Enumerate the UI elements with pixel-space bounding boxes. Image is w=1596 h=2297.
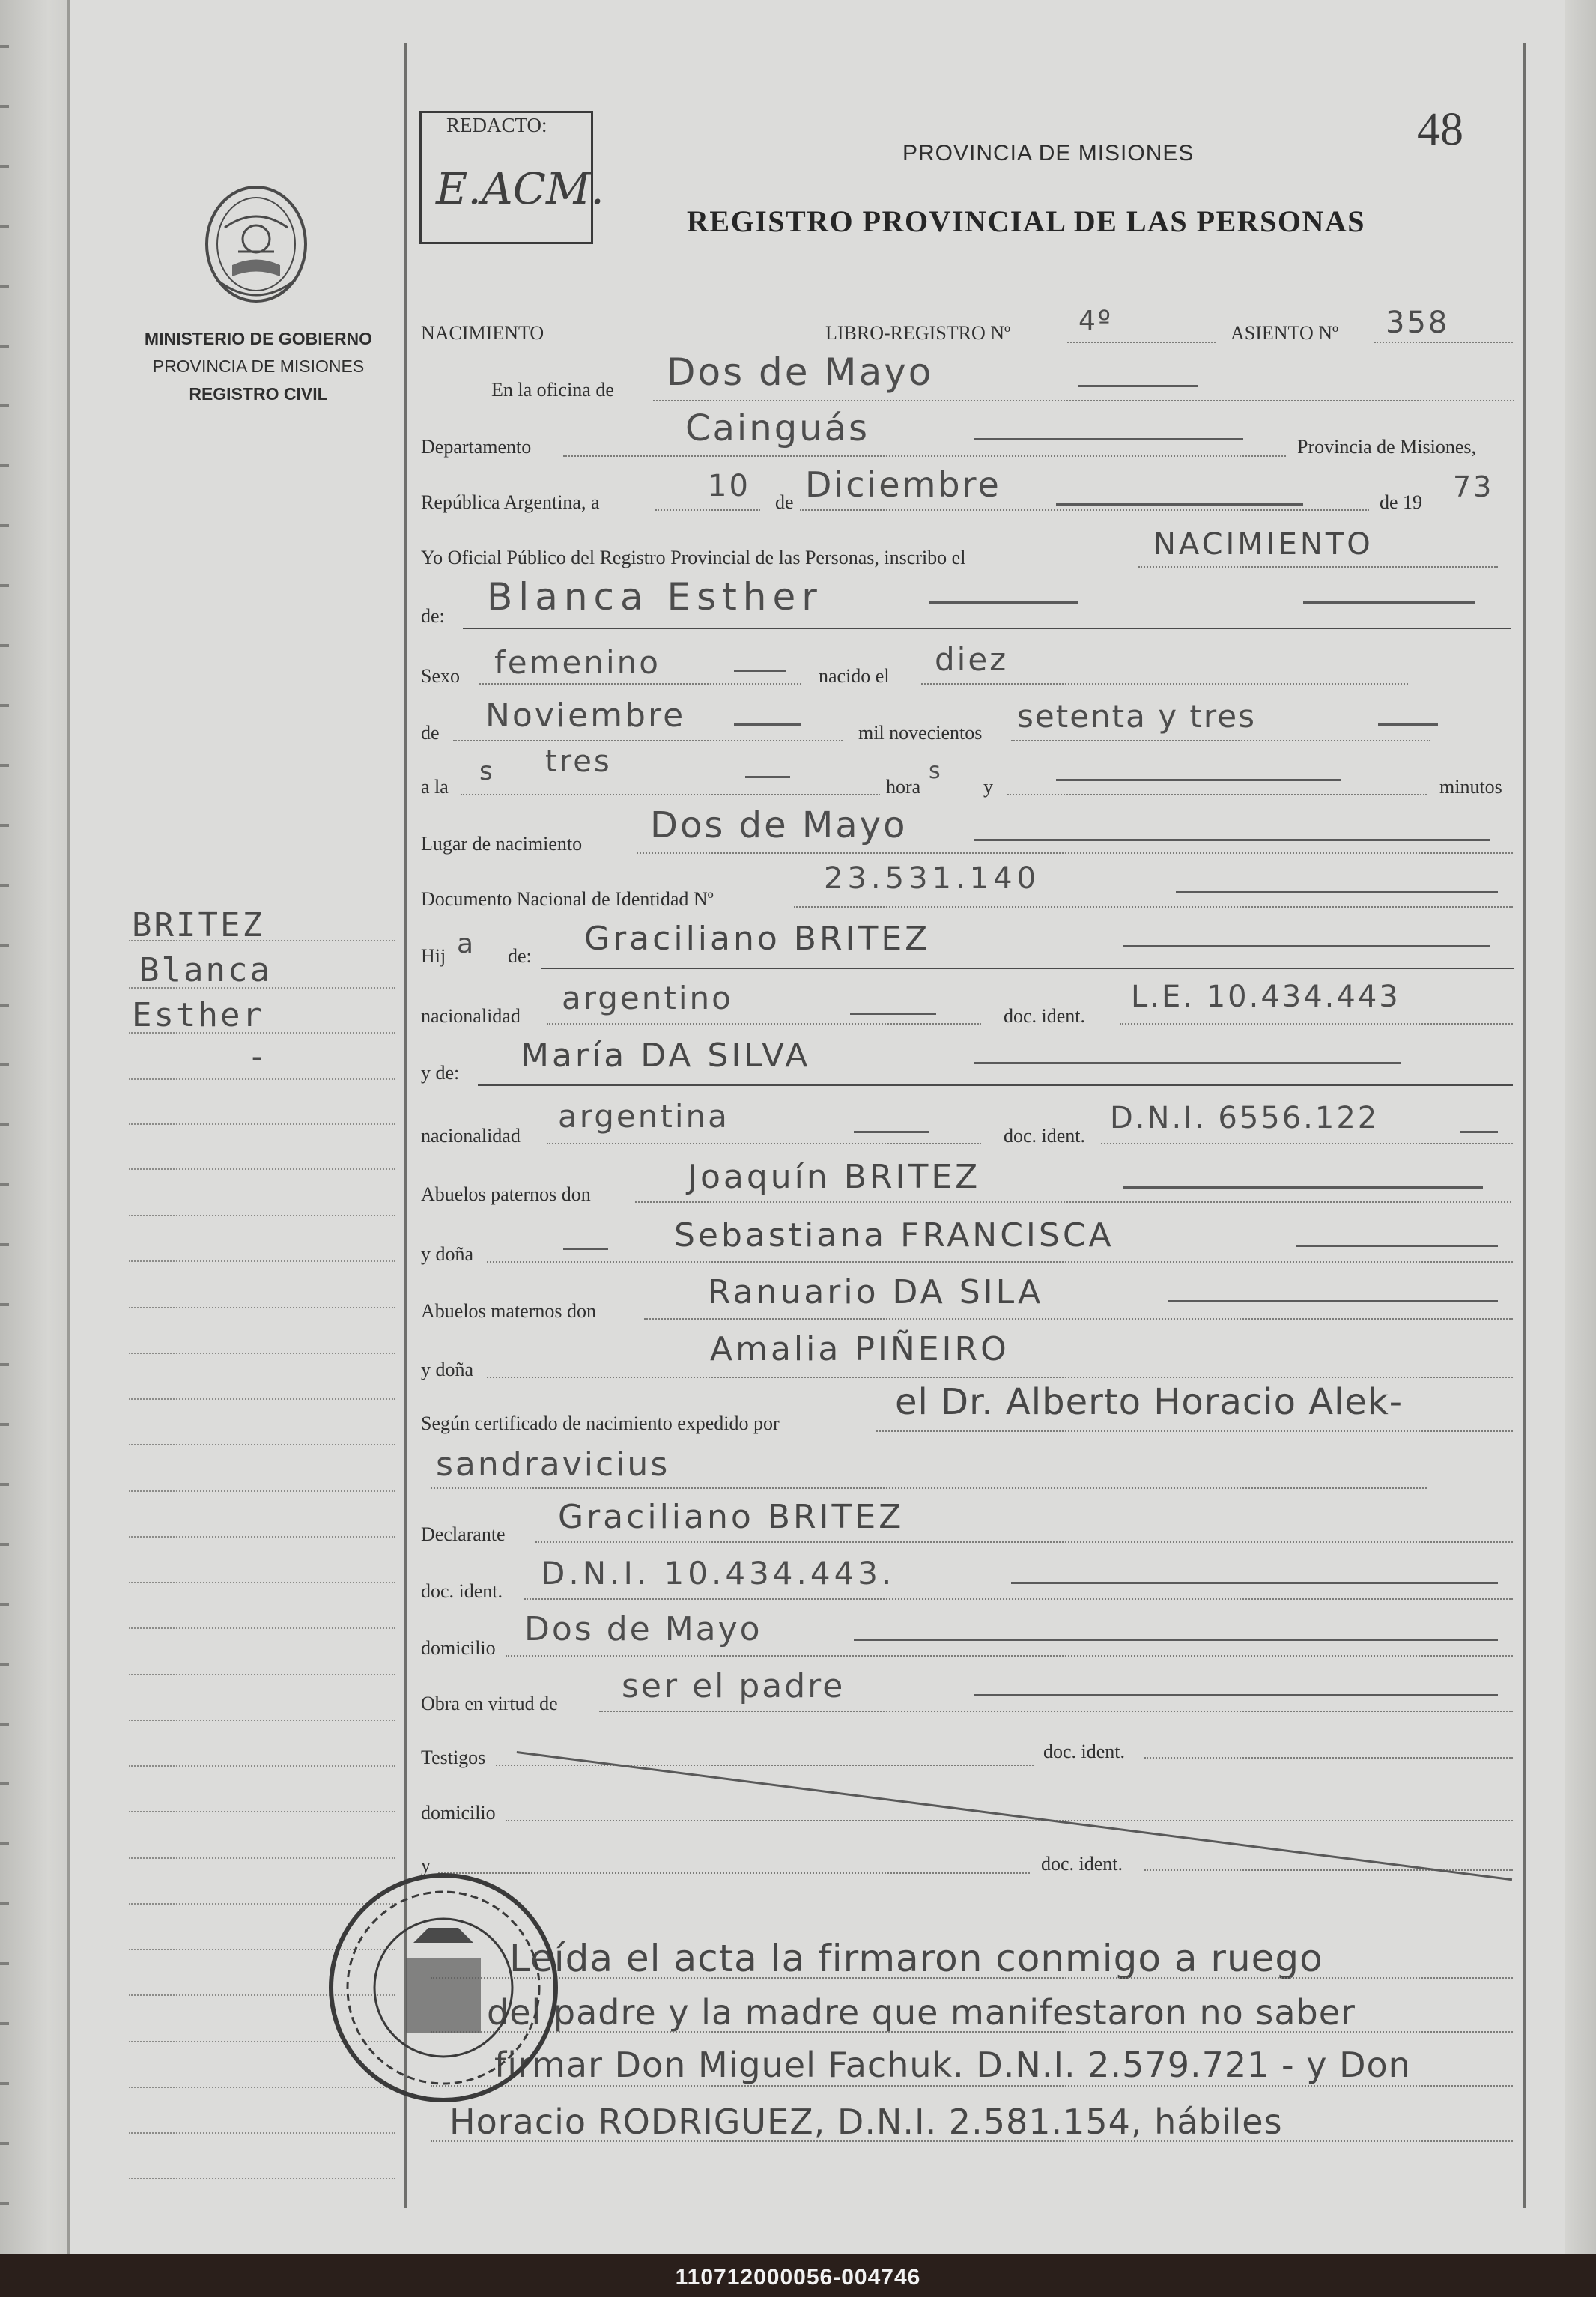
cert-rule-1 [876, 1430, 1513, 1433]
margin-rule [129, 1032, 395, 1034]
y2-doc-label: doc. ident. [1041, 1853, 1123, 1875]
note-line-4: Horacio RODRIGUEZ, D.N.I. 2.581.154, hábiles [449, 2102, 1283, 2142]
hora-pre-value: tres [545, 744, 612, 779]
declarante-label: Declarante [421, 1523, 506, 1545]
margin-rule [129, 940, 395, 942]
binding-marks [0, 0, 9, 2254]
y-label: y [983, 776, 993, 798]
nac-anio-value: setenta y tres [1017, 698, 1256, 735]
margin-given-name-1: Blanca [139, 951, 272, 989]
asiento-value: 358 [1386, 306, 1450, 340]
ministry-block [127, 325, 389, 408]
nac-anio-rule [1011, 740, 1430, 742]
oficina-value: Dos de Mayo [667, 351, 934, 394]
hija-suffix: a [457, 929, 476, 959]
padre-doc-rule [1120, 1023, 1513, 1025]
de2-label: de [421, 722, 440, 744]
nac-mes-value: Noviembre [485, 697, 686, 735]
margin-rule [129, 1674, 395, 1676]
fill-dash [1303, 601, 1475, 604]
fill-dash [734, 670, 786, 672]
fill-dash [929, 601, 1078, 604]
alas-value: s [479, 756, 495, 786]
dia-value: 10 [708, 469, 750, 503]
alas-label: a la [421, 776, 449, 798]
margin-rule [129, 1215, 395, 1217]
hija-label: Hij [421, 945, 446, 967]
hora-suffix: s [929, 758, 943, 784]
testigos-domicilio-rule [506, 1820, 1513, 1822]
departamento-label: Departamento [421, 436, 532, 458]
domicilio-label: domicilio [421, 1637, 496, 1659]
testigos-doc-rule [1144, 1757, 1513, 1759]
note-line-3: firmar Don Miguel Fachuk. D.N.I. 2.579.721 - y Don [494, 2045, 1411, 2085]
nacido-label: nacido el [819, 665, 890, 687]
testigos-doc-label: doc. ident. [1043, 1741, 1126, 1762]
note-rule [431, 2031, 1513, 2033]
lugar-label: Lugar de nacimiento [421, 833, 583, 855]
minutos-label: minutos [1439, 776, 1502, 798]
sexo-rule [479, 683, 801, 685]
fill-dash [1078, 385, 1198, 387]
ab-mat-don-rule [644, 1318, 1513, 1320]
madre-value: María DA SILVA [521, 1037, 811, 1075]
fill-dash [854, 1131, 929, 1133]
decl-doc-value: D.N.I. 10.434.443. [541, 1555, 896, 1591]
fill-dash [1378, 723, 1438, 726]
testigos-label: Testigos [421, 1747, 486, 1768]
margin-rule [129, 1168, 395, 1171]
obra-label: Obra en virtud de [421, 1693, 558, 1714]
strike-through-line [517, 1751, 1513, 1881]
margin-rule [129, 987, 395, 989]
fill-dash [1011, 1582, 1498, 1584]
fill-dash [1056, 503, 1303, 506]
fill-dash [1460, 1131, 1498, 1133]
ab-pat-dona-rule [487, 1261, 1513, 1263]
mes-value: Diciembre [805, 464, 1001, 505]
hora-label: hora [886, 776, 921, 798]
declarante-rule [535, 1541, 1513, 1544]
de19-label: de 19 [1380, 491, 1423, 513]
fill-dash [1123, 945, 1490, 947]
ab-pat-label: Abuelos paternos don [421, 1183, 591, 1205]
padre-doc-label: doc. ident. [1004, 1005, 1086, 1027]
cert-rule-2 [431, 1487, 1427, 1490]
provincia-label: Provincia de Misiones, [1297, 436, 1477, 458]
madre-rule [478, 1084, 1513, 1086]
ab-pat-don-rule [635, 1201, 1511, 1204]
redacto-initials: E.ACM. [436, 163, 604, 214]
official-round-stamp-icon [324, 1860, 563, 2115]
nacido-rule [921, 683, 1408, 685]
testigos-rule [496, 1765, 1034, 1767]
madre-doc-rule [1101, 1143, 1513, 1145]
margin-given-name-2: Esther [132, 996, 264, 1034]
fill-dash [734, 723, 801, 726]
decl-doc-rule [524, 1598, 1513, 1600]
note-rule [431, 1977, 1513, 1979]
margin-rule [129, 1811, 395, 1813]
dni-rule [794, 906, 1513, 908]
ministry-registry: REGISTRO CIVIL [189, 384, 328, 404]
margin-rule [129, 1490, 395, 1493]
note-line-2: del padre y la madre que manifestaron no saber [487, 1992, 1356, 2033]
fill-dash [1176, 891, 1498, 893]
margin-rule [129, 1123, 395, 1126]
fill-dash [974, 839, 1490, 841]
madre-doc-value: D.N.I. 6556.122 [1110, 1101, 1380, 1135]
book-gutter [0, 0, 69, 2254]
fill-dash [850, 1013, 936, 1015]
libro-value: 4º [1078, 306, 1113, 336]
departamento-value: Cainguás [685, 407, 870, 449]
ministry-province: PROVINCIA DE MISIONES [152, 356, 365, 376]
padre-nac-value: argentino [562, 980, 733, 1016]
asiento-label: ASIENTO Nº [1231, 322, 1339, 344]
header-province: PROVINCIA DE MISIONES [902, 141, 1195, 166]
sexo-value: femenino [494, 644, 661, 681]
padre-value: Graciliano BRITEZ [584, 920, 931, 958]
form-border-right [1523, 43, 1526, 2208]
gutter-fold-line [67, 0, 70, 2254]
dia-rule [655, 509, 760, 512]
alas-rule [461, 794, 880, 796]
padre-nac-label: nacionalidad [421, 1005, 521, 1027]
redacto-label: REDACTO: [446, 114, 547, 136]
dni-value: 23.531.140 [824, 861, 1041, 896]
margin-rule [129, 1353, 395, 1355]
margin-rule [129, 1765, 395, 1767]
mes-rule [800, 509, 1369, 512]
nacido-value: diez [935, 641, 1009, 678]
fill-dash [745, 776, 790, 778]
page-edge [1565, 0, 1596, 2254]
provincial-seal-icon [202, 183, 311, 306]
margin-rule [129, 1398, 395, 1401]
domicilio-rule [506, 1655, 1513, 1657]
nacimiento-label: NACIMIENTO [421, 322, 544, 344]
padre-doc-value: L.E. 10.434.443 [1131, 980, 1401, 1014]
fill-dash [974, 1062, 1401, 1064]
oficina-rule [653, 400, 1514, 402]
inscribe-value: NACIMIENTO [1153, 527, 1374, 562]
note-line-1: Leída el acta la firmaron conmigo a ruego [509, 1937, 1323, 1980]
margin-rule [129, 1582, 395, 1584]
margin-rule [129, 1307, 395, 1309]
ab-mat-dona-rule [487, 1377, 1513, 1379]
madre-nac-rule [547, 1143, 981, 1145]
ab-pat-don-value: Joaquín BRITEZ [688, 1158, 981, 1196]
fill-dash [1123, 1186, 1483, 1189]
decl-doc-label: doc. ident. [421, 1580, 503, 1602]
margin-surname: BRITEZ [132, 906, 264, 944]
cert-value-2: sandravicius [436, 1445, 670, 1484]
ab-mat-dona-value: Amalia PIÑEIRO [710, 1330, 1010, 1368]
republica-label: República Argentina, a [421, 491, 600, 513]
nac-mes-rule [453, 740, 843, 742]
fill-dash [1056, 779, 1341, 781]
testigos-domicilio-label: domicilio [421, 1802, 496, 1824]
margin-rule [129, 1720, 395, 1722]
header-registry-title: REGISTRO PROVINCIAL DE LAS PERSONAS [687, 204, 1366, 238]
fill-dash [1296, 1245, 1498, 1247]
fill-dash [563, 1248, 608, 1250]
cert-label: Según certificado de nacimiento expedido por [421, 1413, 780, 1434]
note-rule [431, 2140, 1513, 2143]
departamento-rule [563, 455, 1286, 458]
de-label: de [775, 491, 794, 513]
libro-label: LIBRO-REGISTRO Nº [825, 322, 1011, 344]
domicilio-value: Dos de Mayo [524, 1610, 762, 1648]
oficina-label: En la oficina de [491, 379, 614, 401]
madre-nac-label: nacionalidad [421, 1125, 521, 1147]
ministry-name: MINISTERIO DE GOBIERNO [144, 329, 373, 348]
ab-pat-dona-label: y doña [421, 1243, 474, 1265]
sexo-label: Sexo [421, 665, 460, 687]
margin-rule [129, 1536, 395, 1538]
ab-mat-dona-label: y doña [421, 1359, 474, 1380]
margin-rule [129, 1627, 395, 1630]
margin-rule [129, 2132, 395, 2134]
footer-document-id: 110712000056-004746 [675, 2265, 921, 2290]
fill-dash [974, 1694, 1498, 1696]
hija-de-label: de: [508, 945, 532, 967]
minutos-rule [1007, 794, 1427, 796]
nombre-rule [463, 628, 1511, 629]
declarante-value: Graciliano BRITEZ [558, 1498, 905, 1536]
nombre-value: Blanca Esther [487, 575, 823, 619]
obra-rule [599, 1711, 1513, 1713]
de-colon-label: de: [421, 605, 445, 627]
ab-mat-label: Abuelos maternos don [421, 1300, 596, 1322]
padre-rule [541, 968, 1514, 969]
asiento-rule [1374, 342, 1513, 344]
madre-nac-value: argentina [558, 1098, 729, 1135]
yde-label: y de: [421, 1062, 460, 1084]
note-rule [431, 2085, 1513, 2087]
ab-mat-don-value: Ranuario DA SILA [708, 1273, 1044, 1311]
mil-label: mil novecientos [858, 722, 983, 744]
margin-rule [129, 1260, 395, 1263]
y2-label: y [421, 1854, 431, 1876]
oficial-text: Yo Oficial Público del Registro Provincial de las Personas, inscribo el [421, 547, 966, 568]
madre-doc-label: doc. ident. [1004, 1125, 1086, 1147]
fill-dash [974, 438, 1243, 440]
margin-rule [129, 1078, 395, 1081]
margin-rule [129, 2178, 395, 2180]
ab-pat-dona-value: Sebastiana FRANCISCA [674, 1216, 1114, 1254]
margin-rule [129, 1444, 395, 1446]
dni-label: Documento Nacional de Identidad Nº [421, 888, 714, 910]
fill-dash [854, 1639, 1498, 1641]
inscribe-rule [1138, 566, 1498, 568]
cert-value-1: el Dr. Alberto Horacio Alek- [895, 1381, 1404, 1423]
lugar-value: Dos de Mayo [650, 804, 908, 846]
libro-rule [1067, 342, 1216, 344]
page-number: 48 [1417, 104, 1463, 155]
fill-dash [1168, 1300, 1498, 1302]
margin-rule [129, 1857, 395, 1860]
padre-nac-rule [547, 1023, 981, 1025]
anio-value: 73 [1453, 470, 1494, 503]
obra-value: ser el padre [622, 1667, 846, 1705]
lugar-rule [637, 852, 1513, 855]
margin-dash: - [247, 1037, 270, 1075]
